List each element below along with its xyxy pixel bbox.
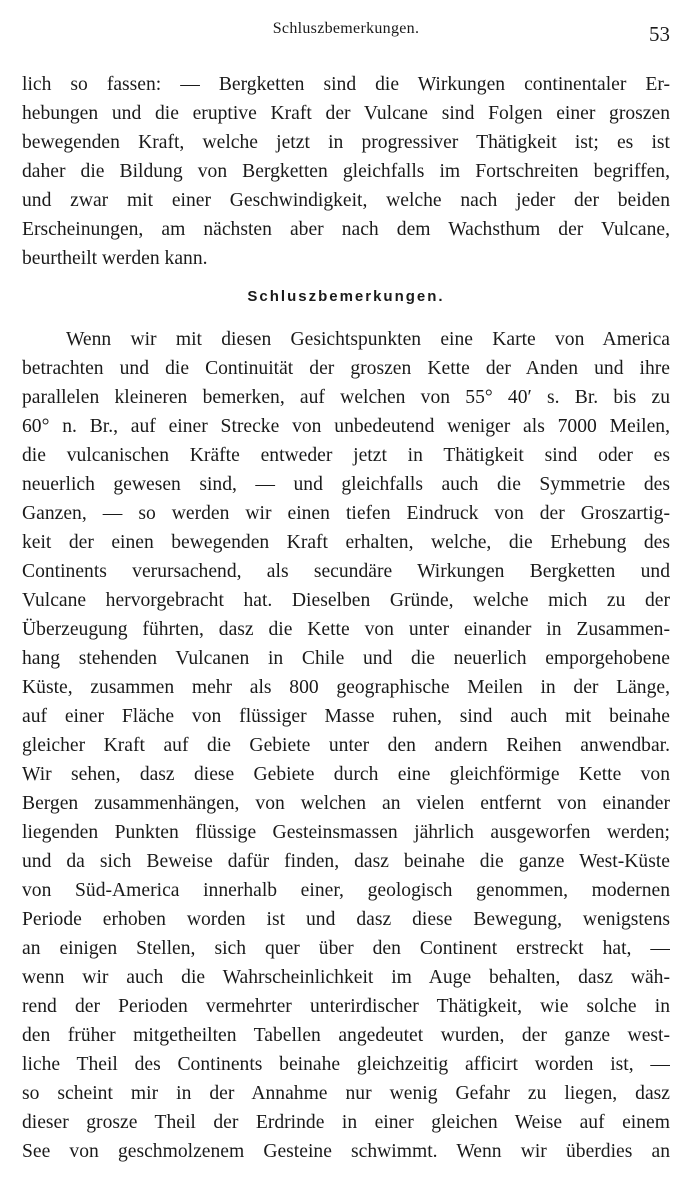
text-line: und zwar mit einer Geschwindigkeit, welche nach jeder der beiden	[22, 190, 670, 211]
text-line: Erscheinungen, am nächsten aber nach dem Wachsthum der Vulcane,	[22, 219, 670, 240]
text-line: betrachten und die Continuität der groszen Kette der Anden und ihre	[22, 358, 670, 379]
text-line: so scheint mir in der Annahme nur wenig Gefahr zu liegen, dasz	[22, 1083, 670, 1104]
page-number: 53	[649, 22, 670, 46]
text-line: keit der einen bewegenden Kraft erhalten, welche, die Erhebung des	[22, 532, 670, 553]
text-line: den früher mitgetheilten Tabellen angedeutet wurden, der ganze west-	[22, 1025, 670, 1046]
text-line: Wir sehen, dasz diese Gebiete durch eine gleichförmige Kette von	[22, 764, 670, 785]
text-line: Vulcane hervorgebracht hat. Dieselben Gründe, welche mich zu der	[22, 590, 670, 611]
text-line: Wenn wir mit diesen Gesichtspunkten eine Karte von America	[66, 329, 670, 350]
text-line: und da sich Beweise dafür finden, dasz beinahe die ganze West-Küste	[22, 851, 670, 872]
text-line: hebungen und die eruptive Kraft der Vulcane sind Folgen einer groszen	[22, 103, 670, 124]
book-page	[22, 0, 670, 1200]
running-head	[22, 20, 670, 44]
text-line: bewegenden Kraft, welche jetzt in progressiver Thätigkeit ist; es ist	[22, 132, 670, 153]
text-line: neuerlich gewesen sind, — und gleichfalls auch die Symmetrie des	[22, 474, 670, 495]
text-line: Periode erhoben worden ist und dasz diese Bewegung, wenigstens	[22, 909, 670, 930]
text-line: Bergen zusammenhängen, von welchen an vielen entfernt von einander	[22, 793, 670, 814]
text-line: die vulcanischen Kräfte entweder jetzt in Thätigkeit sind oder es	[22, 445, 670, 466]
text-line: hang stehenden Vulcanen in Chile und die neuerlich emporgehobene	[22, 648, 670, 669]
text-line: Küste, zusammen mehr als 800 geographische Meilen in der Länge,	[22, 677, 670, 698]
text-line: Continents verursachend, als secundäre Wirkungen Bergketten und	[22, 561, 670, 582]
section-heading: Schluszbemerkungen.	[247, 288, 445, 305]
text-line: liche Theil des Continents beinahe gleichzeitig afficirt worden ist, —	[22, 1054, 670, 1075]
running-title: Schluszbemerkungen.	[272, 20, 420, 37]
text-line: an einigen Stellen, sich quer über den Continent erstreckt hat, —	[22, 938, 670, 959]
text-line: See von geschmolzenem Gesteine schwimmt. Wenn wir überdies an	[22, 1141, 670, 1162]
text-line: daher die Bildung von Bergketten gleichfalls im Fortschreiten begriffen,	[22, 161, 670, 182]
text-line: liegenden Punkten flüssige Gesteinsmassen jährlich ausgeworfen werden;	[22, 822, 670, 843]
text-line: beurtheilt werden kann.	[22, 248, 208, 269]
text-line: dieser grosze Theil der Erdrinde in einer gleichen Weise auf einem	[22, 1112, 670, 1133]
text-line: Überzeugung führten, dasz die Kette von unter einander in Zusammen-	[22, 619, 670, 640]
text-line: gleicher Kraft auf die Gebiete unter den andern Reihen anwendbar.	[22, 735, 670, 756]
text-line: wenn wir auch die Wahrscheinlichkeit im Auge behalten, dasz wäh-	[22, 967, 670, 988]
text-line: auf einer Fläche von flüssiger Masse ruhen, sind auch mit beinahe	[22, 706, 670, 727]
text-line: von Süd-America innerhalb einer, geologisch genommen, modernen	[22, 880, 670, 901]
text-line: 60° n. Br., auf einer Strecke von unbedeutend weniger als 7000 Meilen,	[22, 416, 670, 437]
text-line: parallelen kleineren bemerken, auf welchen von 55° 40′ s. Br. bis zu	[22, 387, 670, 408]
text-line: lich so fassen: — Bergketten sind die Wirkungen continentaler Er-	[22, 74, 670, 95]
text-line: rend der Perioden vermehrter unterirdischer Thätigkeit, wie solche in	[22, 996, 670, 1017]
text-line: Ganzen, — so werden wir einen tiefen Eindruck von der Groszartig-	[22, 503, 670, 524]
